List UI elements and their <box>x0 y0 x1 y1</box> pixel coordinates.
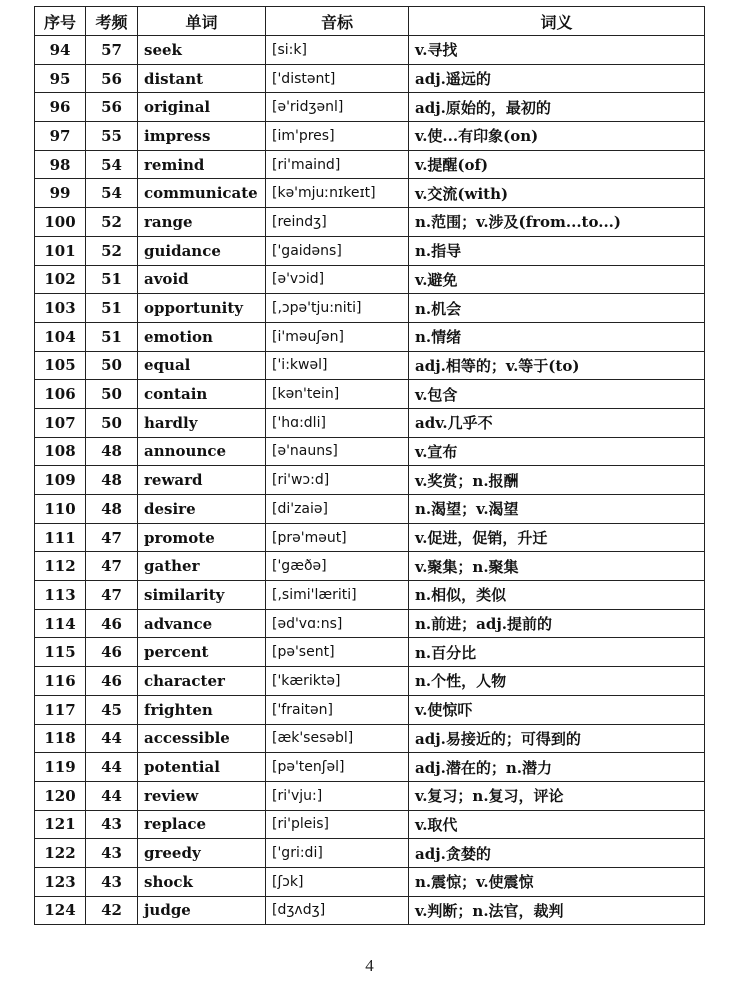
table-row <box>35 896 705 925</box>
header-serial-number: 序号 <box>35 7 86 36</box>
cell-meaning: adj.潜在的；n.潜力 <box>409 753 705 782</box>
table-row <box>35 810 705 839</box>
cell-frequency: 48 <box>86 495 138 524</box>
cell-meaning: n.相似，类似 <box>409 581 705 610</box>
cell-frequency: 54 <box>86 179 138 208</box>
cell-frequency: 50 <box>86 408 138 437</box>
table-row <box>35 150 705 179</box>
cell-meaning: v.包含 <box>409 380 705 409</box>
cell-phonetic: ['distənt] <box>266 64 409 93</box>
table-row <box>35 867 705 896</box>
table-row <box>35 408 705 437</box>
cell-frequency: 50 <box>86 380 138 409</box>
table-row <box>35 466 705 495</box>
cell-phonetic: [ri'pleis] <box>266 810 409 839</box>
cell-serial-number: 118 <box>35 724 86 753</box>
cell-frequency: 43 <box>86 839 138 868</box>
vocabulary-table <box>34 6 705 925</box>
cell-word: reward <box>138 466 266 495</box>
cell-word: character <box>138 667 266 696</box>
cell-meaning: n.百分比 <box>409 638 705 667</box>
cell-meaning: v.寻找 <box>409 36 705 65</box>
cell-phonetic: [im'pres] <box>266 122 409 151</box>
cell-serial-number: 100 <box>35 208 86 237</box>
cell-word: avoid <box>138 265 266 294</box>
cell-serial-number: 110 <box>35 495 86 524</box>
header-meaning: 词义 <box>409 7 705 36</box>
cell-frequency: 54 <box>86 150 138 179</box>
cell-frequency: 46 <box>86 638 138 667</box>
cell-word: original <box>138 93 266 122</box>
cell-meaning: adv.几乎不 <box>409 408 705 437</box>
cell-meaning: v.提醒(of) <box>409 150 705 179</box>
cell-meaning: v.奖赏；n.报酬 <box>409 466 705 495</box>
cell-word: shock <box>138 867 266 896</box>
cell-serial-number: 99 <box>35 179 86 208</box>
table-row <box>35 667 705 696</box>
cell-phonetic: [kə'mjuːnɪkeɪt] <box>266 179 409 208</box>
cell-phonetic: [reindʒ] <box>266 208 409 237</box>
header-frequency: 考频 <box>86 7 138 36</box>
cell-serial-number: 94 <box>35 36 86 65</box>
cell-phonetic: [ə'ridʒənl] <box>266 93 409 122</box>
cell-frequency: 44 <box>86 753 138 782</box>
cell-phonetic: [i'məuʃən] <box>266 322 409 351</box>
cell-meaning: v.促进，促销，升迁 <box>409 523 705 552</box>
table-row <box>35 294 705 323</box>
cell-meaning: n.个性，人物 <box>409 667 705 696</box>
cell-word: percent <box>138 638 266 667</box>
header-phonetic: 音标 <box>266 7 409 36</box>
cell-serial-number: 111 <box>35 523 86 552</box>
cell-serial-number: 124 <box>35 896 86 925</box>
cell-frequency: 56 <box>86 64 138 93</box>
cell-serial-number: 104 <box>35 322 86 351</box>
cell-phonetic: [di'zaiə] <box>266 495 409 524</box>
cell-serial-number: 114 <box>35 609 86 638</box>
table-row <box>35 322 705 351</box>
cell-phonetic: [dʒʌdʒ] <box>266 896 409 925</box>
cell-phonetic: [kən'tein] <box>266 380 409 409</box>
cell-serial-number: 108 <box>35 437 86 466</box>
cell-frequency: 52 <box>86 208 138 237</box>
header-row <box>35 7 705 36</box>
table-row <box>35 351 705 380</box>
cell-word: announce <box>138 437 266 466</box>
cell-word: guidance <box>138 236 266 265</box>
table-row <box>35 122 705 151</box>
table-row <box>35 552 705 581</box>
cell-meaning: n.范围；v.涉及(from...to...) <box>409 208 705 237</box>
cell-serial-number: 121 <box>35 810 86 839</box>
cell-meaning: n.震惊；v.使震惊 <box>409 867 705 896</box>
cell-word: promote <box>138 523 266 552</box>
cell-frequency: 46 <box>86 609 138 638</box>
cell-frequency: 47 <box>86 552 138 581</box>
cell-meaning: n.渴望；v.渴望 <box>409 495 705 524</box>
cell-serial-number: 106 <box>35 380 86 409</box>
cell-word: contain <box>138 380 266 409</box>
cell-frequency: 50 <box>86 351 138 380</box>
cell-meaning: v.避免 <box>409 265 705 294</box>
table-row <box>35 638 705 667</box>
cell-frequency: 44 <box>86 724 138 753</box>
cell-word: communicate <box>138 179 266 208</box>
table-row <box>35 64 705 93</box>
cell-frequency: 46 <box>86 667 138 696</box>
cell-serial-number: 97 <box>35 122 86 151</box>
table-row <box>35 265 705 294</box>
table-row <box>35 609 705 638</box>
table-row <box>35 236 705 265</box>
table-row <box>35 781 705 810</box>
cell-phonetic: [,ɔpə'tju:niti] <box>266 294 409 323</box>
cell-phonetic: [ə'vɔid] <box>266 265 409 294</box>
header-word: 单词 <box>138 7 266 36</box>
cell-phonetic: [pə'sent] <box>266 638 409 667</box>
cell-serial-number: 107 <box>35 408 86 437</box>
cell-serial-number: 123 <box>35 867 86 896</box>
cell-meaning: n.情绪 <box>409 322 705 351</box>
cell-serial-number: 95 <box>35 64 86 93</box>
cell-word: opportunity <box>138 294 266 323</box>
table-row <box>35 437 705 466</box>
cell-word: equal <box>138 351 266 380</box>
table-row <box>35 93 705 122</box>
cell-serial-number: 115 <box>35 638 86 667</box>
cell-phonetic: [əd'vɑ:ns] <box>266 609 409 638</box>
cell-meaning: v.取代 <box>409 810 705 839</box>
cell-word: distant <box>138 64 266 93</box>
cell-word: review <box>138 781 266 810</box>
cell-word: frighten <box>138 695 266 724</box>
cell-word: greedy <box>138 839 266 868</box>
cell-word: desire <box>138 495 266 524</box>
cell-phonetic: [pə'tenʃəl] <box>266 753 409 782</box>
cell-word: emotion <box>138 322 266 351</box>
cell-frequency: 48 <box>86 437 138 466</box>
table-row <box>35 839 705 868</box>
cell-word: similarity <box>138 581 266 610</box>
table-row <box>35 495 705 524</box>
cell-word: seek <box>138 36 266 65</box>
cell-meaning: n.前进；adj.提前的 <box>409 609 705 638</box>
cell-meaning: adj.原始的，最初的 <box>409 93 705 122</box>
cell-serial-number: 112 <box>35 552 86 581</box>
cell-word: accessible <box>138 724 266 753</box>
cell-frequency: 43 <box>86 867 138 896</box>
cell-word: hardly <box>138 408 266 437</box>
cell-serial-number: 109 <box>35 466 86 495</box>
cell-phonetic: ['hɑ:dli] <box>266 408 409 437</box>
cell-frequency: 47 <box>86 523 138 552</box>
table-body <box>35 36 705 925</box>
table-row <box>35 581 705 610</box>
table-row <box>35 753 705 782</box>
cell-frequency: 51 <box>86 265 138 294</box>
cell-serial-number: 117 <box>35 695 86 724</box>
cell-phonetic: ['kæriktə] <box>266 667 409 696</box>
cell-frequency: 56 <box>86 93 138 122</box>
cell-frequency: 55 <box>86 122 138 151</box>
cell-phonetic: [ri'vju:] <box>266 781 409 810</box>
cell-word: impress <box>138 122 266 151</box>
cell-meaning: v.交流(with) <box>409 179 705 208</box>
cell-frequency: 47 <box>86 581 138 610</box>
cell-phonetic: ['gaidəns] <box>266 236 409 265</box>
cell-meaning: v.使...有印象(on) <box>409 122 705 151</box>
table-row <box>35 380 705 409</box>
cell-phonetic: [æk'sesəbl] <box>266 724 409 753</box>
cell-serial-number: 116 <box>35 667 86 696</box>
cell-meaning: adj.相等的；v.等于(to) <box>409 351 705 380</box>
cell-meaning: adj.贪婪的 <box>409 839 705 868</box>
cell-meaning: n.机会 <box>409 294 705 323</box>
cell-word: potential <box>138 753 266 782</box>
cell-serial-number: 122 <box>35 839 86 868</box>
cell-serial-number: 101 <box>35 236 86 265</box>
page-number: 4 <box>365 956 374 975</box>
cell-phonetic: [ə'nauns] <box>266 437 409 466</box>
cell-meaning: v.聚集；n.聚集 <box>409 552 705 581</box>
cell-serial-number: 102 <box>35 265 86 294</box>
cell-meaning: adj.易接近的；可得到的 <box>409 724 705 753</box>
table-row <box>35 695 705 724</box>
cell-phonetic: [,simi'læriti] <box>266 581 409 610</box>
cell-meaning: v.复习；n.复习，评论 <box>409 781 705 810</box>
cell-phonetic: [si:k] <box>266 36 409 65</box>
cell-word: replace <box>138 810 266 839</box>
cell-phonetic: ['i:kwəl] <box>266 351 409 380</box>
cell-frequency: 45 <box>86 695 138 724</box>
cell-meaning: v.宣布 <box>409 437 705 466</box>
cell-word: gather <box>138 552 266 581</box>
cell-phonetic: ['fraitən] <box>266 695 409 724</box>
cell-serial-number: 119 <box>35 753 86 782</box>
cell-frequency: 52 <box>86 236 138 265</box>
table-row <box>35 208 705 237</box>
cell-serial-number: 120 <box>35 781 86 810</box>
cell-frequency: 48 <box>86 466 138 495</box>
cell-frequency: 44 <box>86 781 138 810</box>
cell-meaning: adj.遥远的 <box>409 64 705 93</box>
cell-frequency: 42 <box>86 896 138 925</box>
cell-frequency: 51 <box>86 322 138 351</box>
cell-serial-number: 113 <box>35 581 86 610</box>
table-header <box>35 7 705 36</box>
cell-frequency: 51 <box>86 294 138 323</box>
cell-word: range <box>138 208 266 237</box>
cell-phonetic: ['gæðə] <box>266 552 409 581</box>
cell-frequency: 57 <box>86 36 138 65</box>
cell-word: judge <box>138 896 266 925</box>
cell-word: advance <box>138 609 266 638</box>
cell-serial-number: 98 <box>35 150 86 179</box>
cell-serial-number: 105 <box>35 351 86 380</box>
cell-serial-number: 96 <box>35 93 86 122</box>
table-row <box>35 179 705 208</box>
table-row <box>35 724 705 753</box>
cell-serial-number: 103 <box>35 294 86 323</box>
cell-meaning: v.判断；n.法官，裁判 <box>409 896 705 925</box>
cell-phonetic: [ʃɔk] <box>266 867 409 896</box>
cell-phonetic: ['gri:di] <box>266 839 409 868</box>
cell-phonetic: [prə'məut] <box>266 523 409 552</box>
table-row <box>35 36 705 65</box>
table-row <box>35 523 705 552</box>
cell-meaning: n.指导 <box>409 236 705 265</box>
cell-meaning: v.使惊吓 <box>409 695 705 724</box>
cell-phonetic: [ri'wɔ:d] <box>266 466 409 495</box>
cell-phonetic: [ri'maind] <box>266 150 409 179</box>
cell-word: remind <box>138 150 266 179</box>
cell-frequency: 43 <box>86 810 138 839</box>
